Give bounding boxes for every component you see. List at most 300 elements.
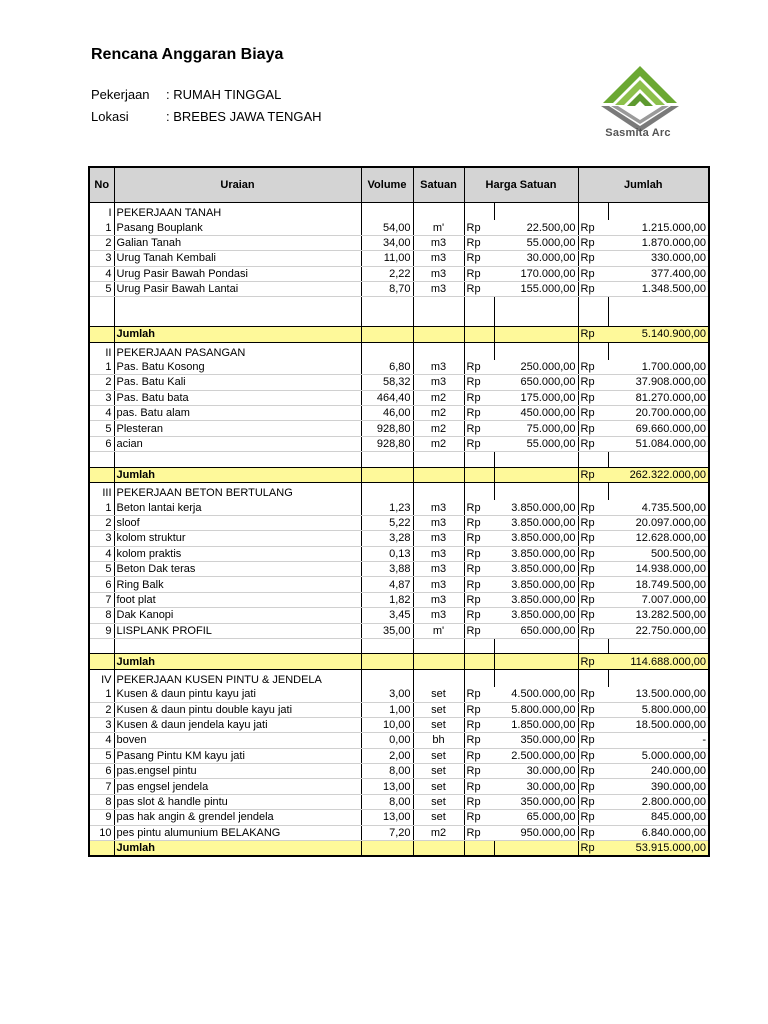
item-volume: 464,40 <box>361 390 413 405</box>
item-unit-price: 3.850.000,00 <box>494 608 578 623</box>
item-unit: set <box>413 717 464 732</box>
item-total: 13.500.000,00 <box>608 687 709 702</box>
item-unit-price: 30.000,00 <box>494 764 578 779</box>
item-number: 2 <box>89 235 114 250</box>
total-currency: Rp <box>578 421 608 436</box>
empty-cell <box>413 327 464 342</box>
item-total: 14.938.000,00 <box>608 561 709 576</box>
item-unit-price: 3.850.000,00 <box>494 577 578 592</box>
empty-cell <box>578 297 608 312</box>
empty-cell <box>89 638 114 653</box>
section-title: PEKERJAAN KUSEN PINTU & JENDELA <box>114 673 361 687</box>
item-number: 6 <box>89 577 114 592</box>
section-number: I <box>89 206 114 220</box>
empty-cell <box>89 312 114 327</box>
total-currency: Rp <box>578 266 608 281</box>
total-currency: Rp <box>578 779 608 794</box>
item-unit-price: 55.000,00 <box>494 235 578 250</box>
item-unit-price: 650.000,00 <box>494 623 578 638</box>
total-currency: Rp <box>578 360 608 375</box>
total-currency: Rp <box>578 500 608 515</box>
table-row <box>89 702 709 717</box>
price-currency: Rp <box>464 794 494 809</box>
section-title-row <box>89 346 709 360</box>
subtotal-label: Jumlah <box>114 467 361 482</box>
item-total: 12.628.000,00 <box>608 531 709 546</box>
table-row <box>89 810 709 825</box>
empty-cell <box>361 486 413 500</box>
item-number: 8 <box>89 794 114 809</box>
item-volume: 0,00 <box>361 733 413 748</box>
page-title: Rencana Anggaran Biaya <box>91 46 284 63</box>
empty-cell <box>114 452 361 467</box>
item-volume: 5,22 <box>361 515 413 530</box>
total-currency: Rp <box>578 764 608 779</box>
item-total: 6.840.000,00 <box>608 825 709 840</box>
empty-cell <box>608 638 709 653</box>
item-total: 20.700.000,00 <box>608 406 709 421</box>
empty-cell <box>464 452 494 467</box>
table-row <box>89 687 709 702</box>
total-currency: Rp <box>578 220 608 235</box>
subtotal-row <box>89 841 709 857</box>
item-number: 7 <box>89 592 114 607</box>
price-currency: Rp <box>464 406 494 421</box>
item-total: 69.660.000,00 <box>608 421 709 436</box>
price-currency: Rp <box>464 515 494 530</box>
item-total: 13.282.500,00 <box>608 608 709 623</box>
item-total: - <box>608 733 709 748</box>
empty-cell <box>494 452 578 467</box>
empty-cell <box>494 206 578 220</box>
empty-cell <box>413 654 464 669</box>
price-currency: Rp <box>464 421 494 436</box>
total-currency: Rp <box>578 717 608 732</box>
lokasi-row <box>91 109 322 124</box>
table-row <box>89 281 709 296</box>
price-currency: Rp <box>464 825 494 840</box>
empty-cell <box>361 206 413 220</box>
empty-cell <box>89 467 114 482</box>
item-volume: 11,00 <box>361 251 413 266</box>
item-volume: 10,00 <box>361 717 413 732</box>
item-volume: 928,80 <box>361 421 413 436</box>
item-volume: 4,87 <box>361 577 413 592</box>
table-row <box>89 794 709 809</box>
item-description: foot plat <box>114 592 361 607</box>
total-currency: Rp <box>578 702 608 717</box>
subtotal-row <box>89 327 709 342</box>
item-unit: bh <box>413 733 464 748</box>
table-row <box>89 436 709 451</box>
item-total: 4.735.500,00 <box>608 500 709 515</box>
item-unit-price: 350.000,00 <box>494 794 578 809</box>
price-currency: Rp <box>464 702 494 717</box>
empty-cell <box>413 841 464 857</box>
price-currency: Rp <box>464 779 494 794</box>
item-number: 4 <box>89 546 114 561</box>
item-volume: 1,00 <box>361 702 413 717</box>
section-number: IV <box>89 673 114 687</box>
total-currency: Rp <box>578 748 608 763</box>
item-number: 3 <box>89 717 114 732</box>
subtotal-value: 5.140.900,00 <box>608 327 709 342</box>
empty-cell <box>361 346 413 360</box>
item-description: Beton lantai kerja <box>114 500 361 515</box>
item-volume: 35,00 <box>361 623 413 638</box>
total-currency: Rp <box>578 436 608 451</box>
item-unit: m3 <box>413 608 464 623</box>
item-unit: m3 <box>413 360 464 375</box>
price-currency: Rp <box>464 717 494 732</box>
item-volume: 6,80 <box>361 360 413 375</box>
item-unit: m3 <box>413 561 464 576</box>
empty-cell <box>494 673 578 687</box>
item-description: Pas. Batu bata <box>114 390 361 405</box>
empty-cell <box>578 206 608 220</box>
pekerjaan-label: Pekerjaan <box>91 87 150 102</box>
empty-cell <box>413 673 464 687</box>
total-currency: Rp <box>578 251 608 266</box>
item-description: Pas. Batu Kali <box>114 375 361 390</box>
item-description: Dak Kanopi <box>114 608 361 623</box>
item-unit: m2 <box>413 825 464 840</box>
item-description: pas slot & handle pintu <box>114 794 361 809</box>
item-total: 377.400,00 <box>608 266 709 281</box>
item-number: 3 <box>89 251 114 266</box>
item-number: 8 <box>89 608 114 623</box>
item-unit: m2 <box>413 436 464 451</box>
price-currency: Rp <box>464 546 494 561</box>
item-description: LISPLANK PROFIL <box>114 623 361 638</box>
item-volume: 3,45 <box>361 608 413 623</box>
item-description: kolom struktur <box>114 531 361 546</box>
table-row <box>89 825 709 840</box>
item-unit-price: 75.000,00 <box>494 421 578 436</box>
empty-cell <box>89 327 114 342</box>
item-description: kolom praktis <box>114 546 361 561</box>
empty-cell <box>464 467 494 482</box>
empty-cell <box>494 297 578 312</box>
item-total: 845.000,00 <box>608 810 709 825</box>
item-unit-price: 3.850.000,00 <box>494 561 578 576</box>
price-currency: Rp <box>464 748 494 763</box>
empty-cell <box>608 486 709 500</box>
subtotal-label: Jumlah <box>114 654 361 669</box>
empty-cell <box>413 638 464 653</box>
item-volume: 2,00 <box>361 748 413 763</box>
item-volume: 54,00 <box>361 220 413 235</box>
budget-table <box>88 166 710 857</box>
section-title-row <box>89 673 709 687</box>
item-number: 2 <box>89 702 114 717</box>
item-unit-price: 30.000,00 <box>494 779 578 794</box>
table-row <box>89 561 709 576</box>
table-row <box>89 531 709 546</box>
empty-cell <box>608 312 709 327</box>
item-unit: m2 <box>413 390 464 405</box>
item-number: 5 <box>89 281 114 296</box>
empty-cell <box>413 486 464 500</box>
item-description: Ring Balk <box>114 577 361 592</box>
empty-cell <box>464 486 494 500</box>
total-currency: Rp <box>578 546 608 561</box>
empty-cell <box>608 346 709 360</box>
table-row <box>89 733 709 748</box>
empty-cell <box>361 673 413 687</box>
price-currency: Rp <box>464 220 494 235</box>
total-currency: Rp <box>578 406 608 421</box>
item-unit: set <box>413 779 464 794</box>
price-currency: Rp <box>464 251 494 266</box>
table-row <box>89 764 709 779</box>
header-satuan: Satuan <box>413 167 464 203</box>
item-total: 51.084.000,00 <box>608 436 709 451</box>
item-unit-price: 2.500.000,00 <box>494 748 578 763</box>
item-unit-price: 450.000,00 <box>494 406 578 421</box>
item-description: Pasang Bouplank <box>114 220 361 235</box>
total-currency: Rp <box>578 794 608 809</box>
item-unit: m3 <box>413 266 464 281</box>
item-volume: 46,00 <box>361 406 413 421</box>
section-title: PEKERJAAN TANAH <box>114 206 361 220</box>
empty-cell <box>464 297 494 312</box>
empty-cell <box>89 654 114 669</box>
table-row <box>89 748 709 763</box>
empty-cell <box>464 327 494 342</box>
blank-row <box>89 638 709 653</box>
total-currency: Rp <box>578 608 608 623</box>
item-unit: set <box>413 748 464 763</box>
item-number: 6 <box>89 764 114 779</box>
item-unit: m3 <box>413 235 464 250</box>
subtotal-row <box>89 654 709 669</box>
item-number: 1 <box>89 220 114 235</box>
item-unit-price: 3.850.000,00 <box>494 515 578 530</box>
item-number: 10 <box>89 825 114 840</box>
item-total: 2.800.000,00 <box>608 794 709 809</box>
item-volume: 13,00 <box>361 810 413 825</box>
table-row <box>89 717 709 732</box>
empty-cell <box>494 841 578 857</box>
item-unit-price: 175.000,00 <box>494 390 578 405</box>
item-description: Urug Pasir Bawah Pondasi <box>114 266 361 281</box>
subtotal-currency: Rp <box>578 467 608 482</box>
price-currency: Rp <box>464 810 494 825</box>
section-number: II <box>89 346 114 360</box>
price-currency: Rp <box>464 764 494 779</box>
item-volume: 928,80 <box>361 436 413 451</box>
price-currency: Rp <box>464 500 494 515</box>
item-number: 4 <box>89 266 114 281</box>
item-total: 81.270.000,00 <box>608 390 709 405</box>
price-currency: Rp <box>464 360 494 375</box>
item-volume: 3,00 <box>361 687 413 702</box>
empty-cell <box>494 346 578 360</box>
item-total: 5.000.000,00 <box>608 748 709 763</box>
item-description: Urug Pasir Bawah Lantai <box>114 281 361 296</box>
item-number: 5 <box>89 421 114 436</box>
subtotal-value: 114.688.000,00 <box>608 654 709 669</box>
item-unit-price: 3.850.000,00 <box>494 592 578 607</box>
price-currency: Rp <box>464 390 494 405</box>
table-row <box>89 406 709 421</box>
empty-cell <box>608 297 709 312</box>
price-currency: Rp <box>464 561 494 576</box>
item-number: 9 <box>89 623 114 638</box>
price-currency: Rp <box>464 235 494 250</box>
empty-cell <box>464 654 494 669</box>
item-unit-price: 155.000,00 <box>494 281 578 296</box>
pekerjaan-value: : RUMAH TINGGAL <box>166 87 282 102</box>
empty-cell <box>494 654 578 669</box>
table-row <box>89 251 709 266</box>
item-unit-price: 170.000,00 <box>494 266 578 281</box>
item-unit: m2 <box>413 406 464 421</box>
total-currency: Rp <box>578 561 608 576</box>
item-total: 37.908.000,00 <box>608 375 709 390</box>
item-total: 7.007.000,00 <box>608 592 709 607</box>
item-number: 5 <box>89 748 114 763</box>
total-currency: Rp <box>578 390 608 405</box>
total-currency: Rp <box>578 623 608 638</box>
blank-row <box>89 452 709 467</box>
item-description: pas engsel jendela <box>114 779 361 794</box>
item-description: Kusen & daun jendela kayu jati <box>114 717 361 732</box>
price-currency: Rp <box>464 592 494 607</box>
blank-row <box>89 297 709 312</box>
header-harga-satuan: Harga Satuan <box>464 167 578 203</box>
item-unit: set <box>413 794 464 809</box>
item-unit: m' <box>413 220 464 235</box>
table-row <box>89 623 709 638</box>
item-number: 7 <box>89 779 114 794</box>
item-volume: 8,70 <box>361 281 413 296</box>
item-number: 3 <box>89 531 114 546</box>
empty-cell <box>114 297 361 312</box>
header-uraian: Uraian <box>114 167 361 203</box>
item-volume: 13,00 <box>361 779 413 794</box>
item-unit: m2 <box>413 421 464 436</box>
price-currency: Rp <box>464 687 494 702</box>
item-total: 390.000,00 <box>608 779 709 794</box>
item-description: Pasang Pintu KM kayu jati <box>114 748 361 763</box>
empty-cell <box>464 638 494 653</box>
empty-cell <box>413 346 464 360</box>
item-number: 2 <box>89 375 114 390</box>
subtotal-value: 53.915.000,00 <box>608 841 709 857</box>
item-total: 330.000,00 <box>608 251 709 266</box>
empty-cell <box>578 673 608 687</box>
empty-cell <box>361 312 413 327</box>
item-unit-price: 55.000,00 <box>494 436 578 451</box>
item-unit-price: 5.800.000,00 <box>494 702 578 717</box>
item-description: pas.engsel pintu <box>114 764 361 779</box>
item-unit-price: 22.500,00 <box>494 220 578 235</box>
subtotal-currency: Rp <box>578 841 608 857</box>
total-currency: Rp <box>578 531 608 546</box>
table-row <box>89 546 709 561</box>
item-description: pas. Batu alam <box>114 406 361 421</box>
item-unit: m3 <box>413 281 464 296</box>
item-description: Pas. Batu Kosong <box>114 360 361 375</box>
price-currency: Rp <box>464 623 494 638</box>
price-currency: Rp <box>464 733 494 748</box>
empty-cell <box>464 312 494 327</box>
item-volume: 3,88 <box>361 561 413 576</box>
item-unit-price: 350.000,00 <box>494 733 578 748</box>
price-currency: Rp <box>464 436 494 451</box>
item-number: 1 <box>89 360 114 375</box>
header-no: No <box>89 167 114 203</box>
empty-cell <box>494 312 578 327</box>
item-unit-price: 250.000,00 <box>494 360 578 375</box>
empty-cell <box>464 673 494 687</box>
item-unit-price: 30.000,00 <box>494 251 578 266</box>
item-total: 1.700.000,00 <box>608 360 709 375</box>
item-description: Beton Dak teras <box>114 561 361 576</box>
table-row <box>89 360 709 375</box>
empty-cell <box>89 297 114 312</box>
subtotal-label: Jumlah <box>114 841 361 857</box>
item-unit: set <box>413 810 464 825</box>
item-number: 4 <box>89 733 114 748</box>
item-number: 1 <box>89 500 114 515</box>
table-row <box>89 592 709 607</box>
item-volume: 8,00 <box>361 794 413 809</box>
empty-cell <box>413 452 464 467</box>
item-volume: 0,13 <box>361 546 413 561</box>
section-title: PEKERJAAN PASANGAN <box>114 346 361 360</box>
item-volume: 3,28 <box>361 531 413 546</box>
item-number: 9 <box>89 810 114 825</box>
item-total: 1.215.000,00 <box>608 220 709 235</box>
subtotal-currency: Rp <box>578 654 608 669</box>
price-currency: Rp <box>464 375 494 390</box>
table-row <box>89 779 709 794</box>
total-currency: Rp <box>578 235 608 250</box>
item-volume: 58,32 <box>361 375 413 390</box>
table-row <box>89 375 709 390</box>
empty-cell <box>464 346 494 360</box>
table-row <box>89 421 709 436</box>
total-currency: Rp <box>578 577 608 592</box>
total-currency: Rp <box>578 375 608 390</box>
header-volume: Volume <box>361 167 413 203</box>
item-total: 5.800.000,00 <box>608 702 709 717</box>
item-volume: 1,82 <box>361 592 413 607</box>
total-currency: Rp <box>578 733 608 748</box>
item-total: 1.348.500,00 <box>608 281 709 296</box>
subtotal-value: 262.322.000,00 <box>608 467 709 482</box>
empty-cell <box>464 206 494 220</box>
item-description: Urug Tanah Kembali <box>114 251 361 266</box>
empty-cell <box>494 486 578 500</box>
total-currency: Rp <box>578 810 608 825</box>
empty-cell <box>413 467 464 482</box>
item-description: pas hak angin & grendel jendela <box>114 810 361 825</box>
total-currency: Rp <box>578 825 608 840</box>
table-header-row <box>89 167 709 203</box>
empty-cell <box>578 346 608 360</box>
subtotal-currency: Rp <box>578 327 608 342</box>
item-unit: m3 <box>413 577 464 592</box>
item-volume: 8,00 <box>361 764 413 779</box>
item-unit: m' <box>413 623 464 638</box>
empty-cell <box>361 654 413 669</box>
item-volume: 2,22 <box>361 266 413 281</box>
empty-cell <box>494 638 578 653</box>
